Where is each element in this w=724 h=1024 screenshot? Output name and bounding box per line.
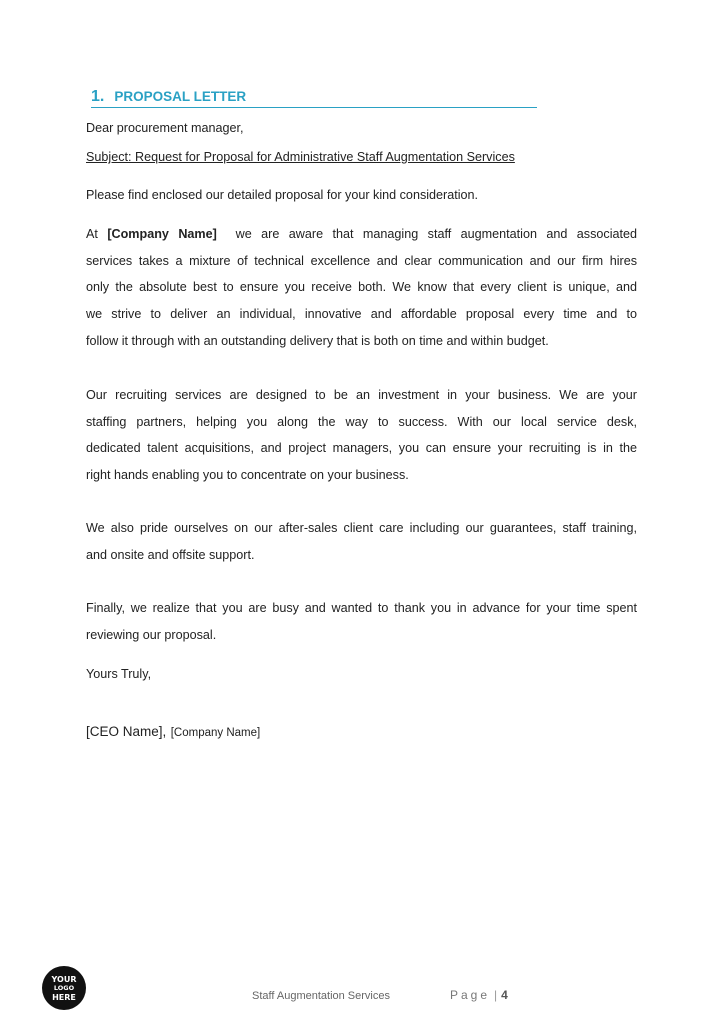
paragraph-line: Our recruiting services are designed to be an investment in your business. We are your <box>86 388 637 402</box>
paragraph-line: staffing partners, helping you along the way to success. With our local service desk, <box>86 414 637 429</box>
footer-page-number: 4 <box>501 988 508 1002</box>
paragraph-line: we strive to deliver an individual, innovative and affordable proposal every time and to <box>86 307 637 322</box>
section-title: PROPOSAL LETTER <box>114 89 247 104</box>
paragraph-prefix: At <box>86 227 98 241</box>
paragraph-line: dedicated talent acquisitions, and project managers, you can ensure your recruiting is in the <box>86 441 637 456</box>
footer-page-label: Page <box>450 988 491 1002</box>
paragraph-line: We also pride ourselves on our after-sales client care including our guarantees, staff training, <box>86 521 637 535</box>
footer-separator: | <box>494 988 498 1002</box>
paragraph-company-intro <box>86 221 637 355</box>
paragraph-line-text: we are aware that managing staff augmentation and associated <box>235 227 637 241</box>
logo-placeholder <box>42 966 86 1010</box>
logo-text: LOGO <box>53 983 75 992</box>
paragraph-line <box>86 221 637 248</box>
intro-sentence: Please find enclosed our detailed proposal for your kind consideration. <box>86 188 479 202</box>
salutation: Dear procurement manager, <box>86 121 244 135</box>
closing: Yours Truly, <box>86 667 152 681</box>
paragraph-line: right hands enabling you to concentrate on your business. <box>86 468 409 483</box>
signature-company-placeholder: [Company Name] <box>170 727 261 739</box>
paragraph-line: only the absolute best to ensure you receive both. We know that every client is unique, and <box>86 280 637 295</box>
paragraph-thank-you <box>86 595 637 648</box>
signature-block <box>86 723 260 741</box>
subject-line: Subject: Request for Proposal for Administrative Staff Augmentation Services <box>86 150 515 164</box>
section-number: 1. <box>91 88 105 105</box>
paragraph-line: reviewing our proposal. <box>86 627 217 642</box>
paragraph-line: follow it through with an outstanding delivery that is both on time and within budget. <box>86 333 549 348</box>
paragraph-line: and onsite and offsite support. <box>86 547 255 562</box>
footer-page-indicator <box>450 988 508 1002</box>
paragraph-recruiting-services <box>86 382 637 489</box>
paragraph-after-sales <box>86 515 637 568</box>
paragraph-line: Finally, we realize that you are busy and wanted to thank you in advance for your time spent <box>86 601 637 615</box>
company-name-placeholder: [Company Name] <box>107 227 217 241</box>
logo-text: HERE <box>52 992 76 1002</box>
section-heading <box>91 88 537 108</box>
logo-text: YOUR <box>51 974 77 984</box>
ceo-name-placeholder: [CEO Name], <box>86 724 167 739</box>
paragraph-line: services takes a mixture of technical excellence and clear communication and our firm hires <box>86 253 637 268</box>
footer-document-title: Staff Augmentation Services <box>252 990 390 1002</box>
